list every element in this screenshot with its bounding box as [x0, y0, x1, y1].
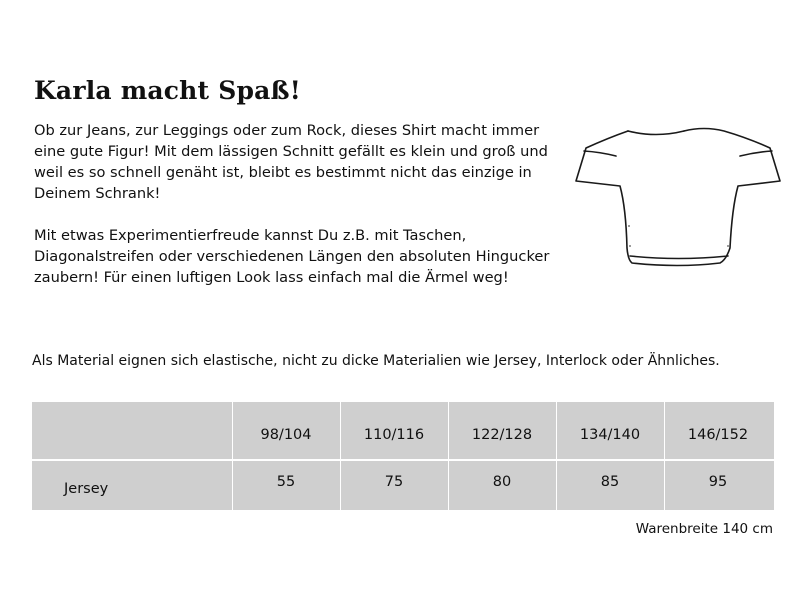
intro-paragraph-2: Mit etwas Experimentierfreude kannst Du z.B. mit Taschen, Diagonalstreifen oder verschiedenen Längen den absoluten Hingucker zaubern! Für einen luftigen Look lass einfach mal die Ärmel weg!	[34, 227, 550, 286]
intro-paragraph-1: Ob zur Jeans, zur Leggings oder zum Rock, dieses Shirt macht immer eine gute Figur! Mit dem lässigen Schnitt gefällt es klein und groß und weil es so schnell genäht ist, bleibt es bestimmt nicht das einzige in Deinem Schrank!	[34, 122, 548, 202]
shirt-illustration	[560, 118, 792, 276]
material-note: Als Material eignen sich elastische, nicht zu dicke Materialien wie Jersey, Interlock oder Ähnliches.	[32, 353, 720, 369]
jersey-value: 95	[708, 474, 728, 490]
size-table	[32, 402, 774, 510]
size-header-122-128: 122/128	[471, 427, 533, 443]
row-label-jersey: Jersey	[64, 481, 109, 497]
jersey-value: 80	[492, 474, 512, 490]
table-divider	[232, 402, 233, 510]
size-header-110-116: 110/116	[363, 427, 425, 443]
size-header-98-104: 98/104	[260, 427, 312, 443]
page-title: Karla macht Spaß!	[34, 76, 301, 105]
table-divider	[448, 402, 449, 510]
fabric-width-note: Warenbreite 140 cm	[635, 521, 773, 537]
table-divider	[32, 459, 774, 461]
jersey-value: 85	[600, 474, 620, 490]
table-divider	[556, 402, 557, 510]
intro-text	[34, 120, 564, 288]
table-divider	[664, 402, 665, 510]
jersey-value: 75	[384, 474, 404, 490]
size-header-146-152: 146/152	[687, 427, 749, 443]
jersey-value: 55	[276, 474, 296, 490]
size-header-134-140: 134/140	[579, 427, 641, 443]
table-divider	[340, 402, 341, 510]
